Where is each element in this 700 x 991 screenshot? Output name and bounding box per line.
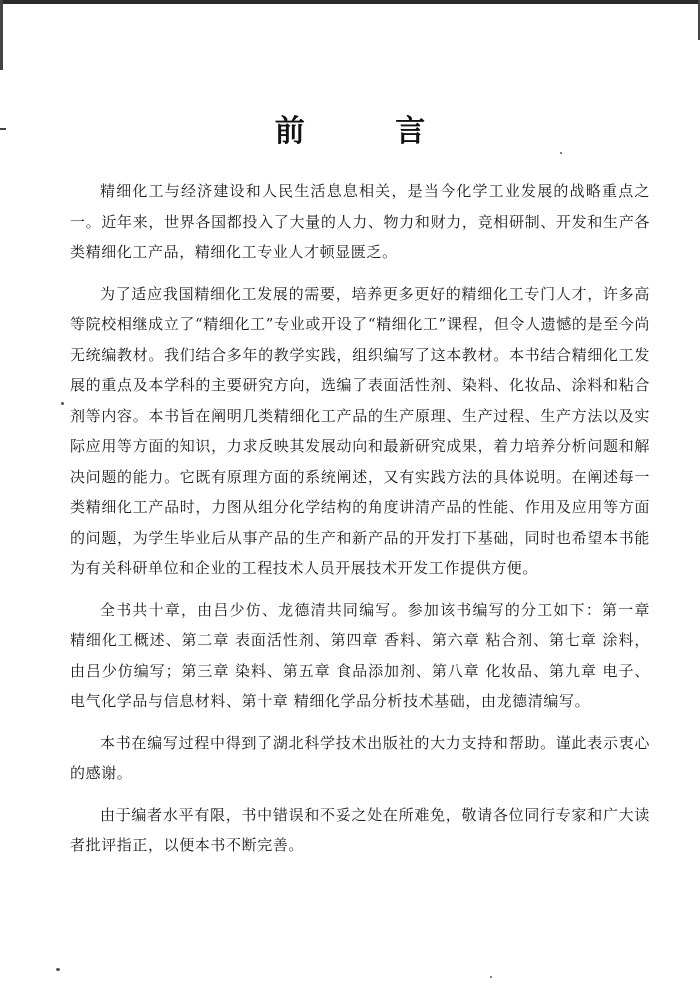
paragraph: 为了适应我国精细化工发展的需要，培养更多更好的精细化工专门人才，许多高等院校相继成立了“精细化工”专业或开设了“精细化工”课程，但令人遗憾的是至今尚无统编教材。我们结合多年的教学实践，组织编写了这本教材。本书结合精细化工发展的重点及本学科的主要研究方向，选编了表面活性剂、染料、化妆品、涂料和粘合剂等内容。本书旨在阐明几类精细化工产品的生产原理、生产过程、生产方法以及实际应用等方面的知识，力求反映其发展动向和最新研究成果，着力培养分析问题和解决问题的能力。它既有原理方面的系统阐述，又有实践方法的具体说明。在阐述每一类精细化工产品时，力图从组分化学结构的角度讲清产品的性能、作用及应用等方面的问题，为学生毕业后从事产品的生产和新产品的开发打下基础，同时也希望本书能为有关科研单位和企业的工程技术人员开展技术开发工作提供方便。 <box>70 284 650 577</box>
margin-mark <box>0 0 3 70</box>
scan-speck <box>56 968 60 971</box>
page-title: 前 言 <box>274 114 466 150</box>
page-top-edge <box>0 0 700 4</box>
scan-speck <box>560 152 562 154</box>
scan-speck <box>490 976 492 978</box>
paragraph: 由于编者水平有限，书中错误和不妥之处在所难免，敬请各位同行专家和广大读者批评指正，以便本书不断完善。 <box>70 805 650 854</box>
paragraph: 精细化工与经济建设和人民生活息息相关，是当今化学工业发展的战略重点之一。近年来，世界各国都投入了大量的人力、物力和财力，竞相研制、开发和生产各类精细化工产品，精细化工专业人才顿显匮乏。 <box>70 182 650 261</box>
paragraph: 本书在编写过程中得到了湖北科学技术出版社的大力支持和帮助。谨此表示衷心的感谢。 <box>70 733 650 782</box>
preface-body <box>70 176 650 872</box>
scan-speck <box>61 402 64 405</box>
paragraph: 全书共十章，由吕少仿、龙德清共同编写。参加该书编写的分工如下：第一章 精细化工概述、第二章 表面活性剂、第四章 香料、第六章 粘合剂、第七章 涂料，由吕少仿编写；第三章 染料、第五章 食品添加剂、第八章 化妆品、第九章 电子、电气化学品与信息材料、第十章 精细化学品分析技术基础，由龙德清编写。 <box>70 600 650 710</box>
